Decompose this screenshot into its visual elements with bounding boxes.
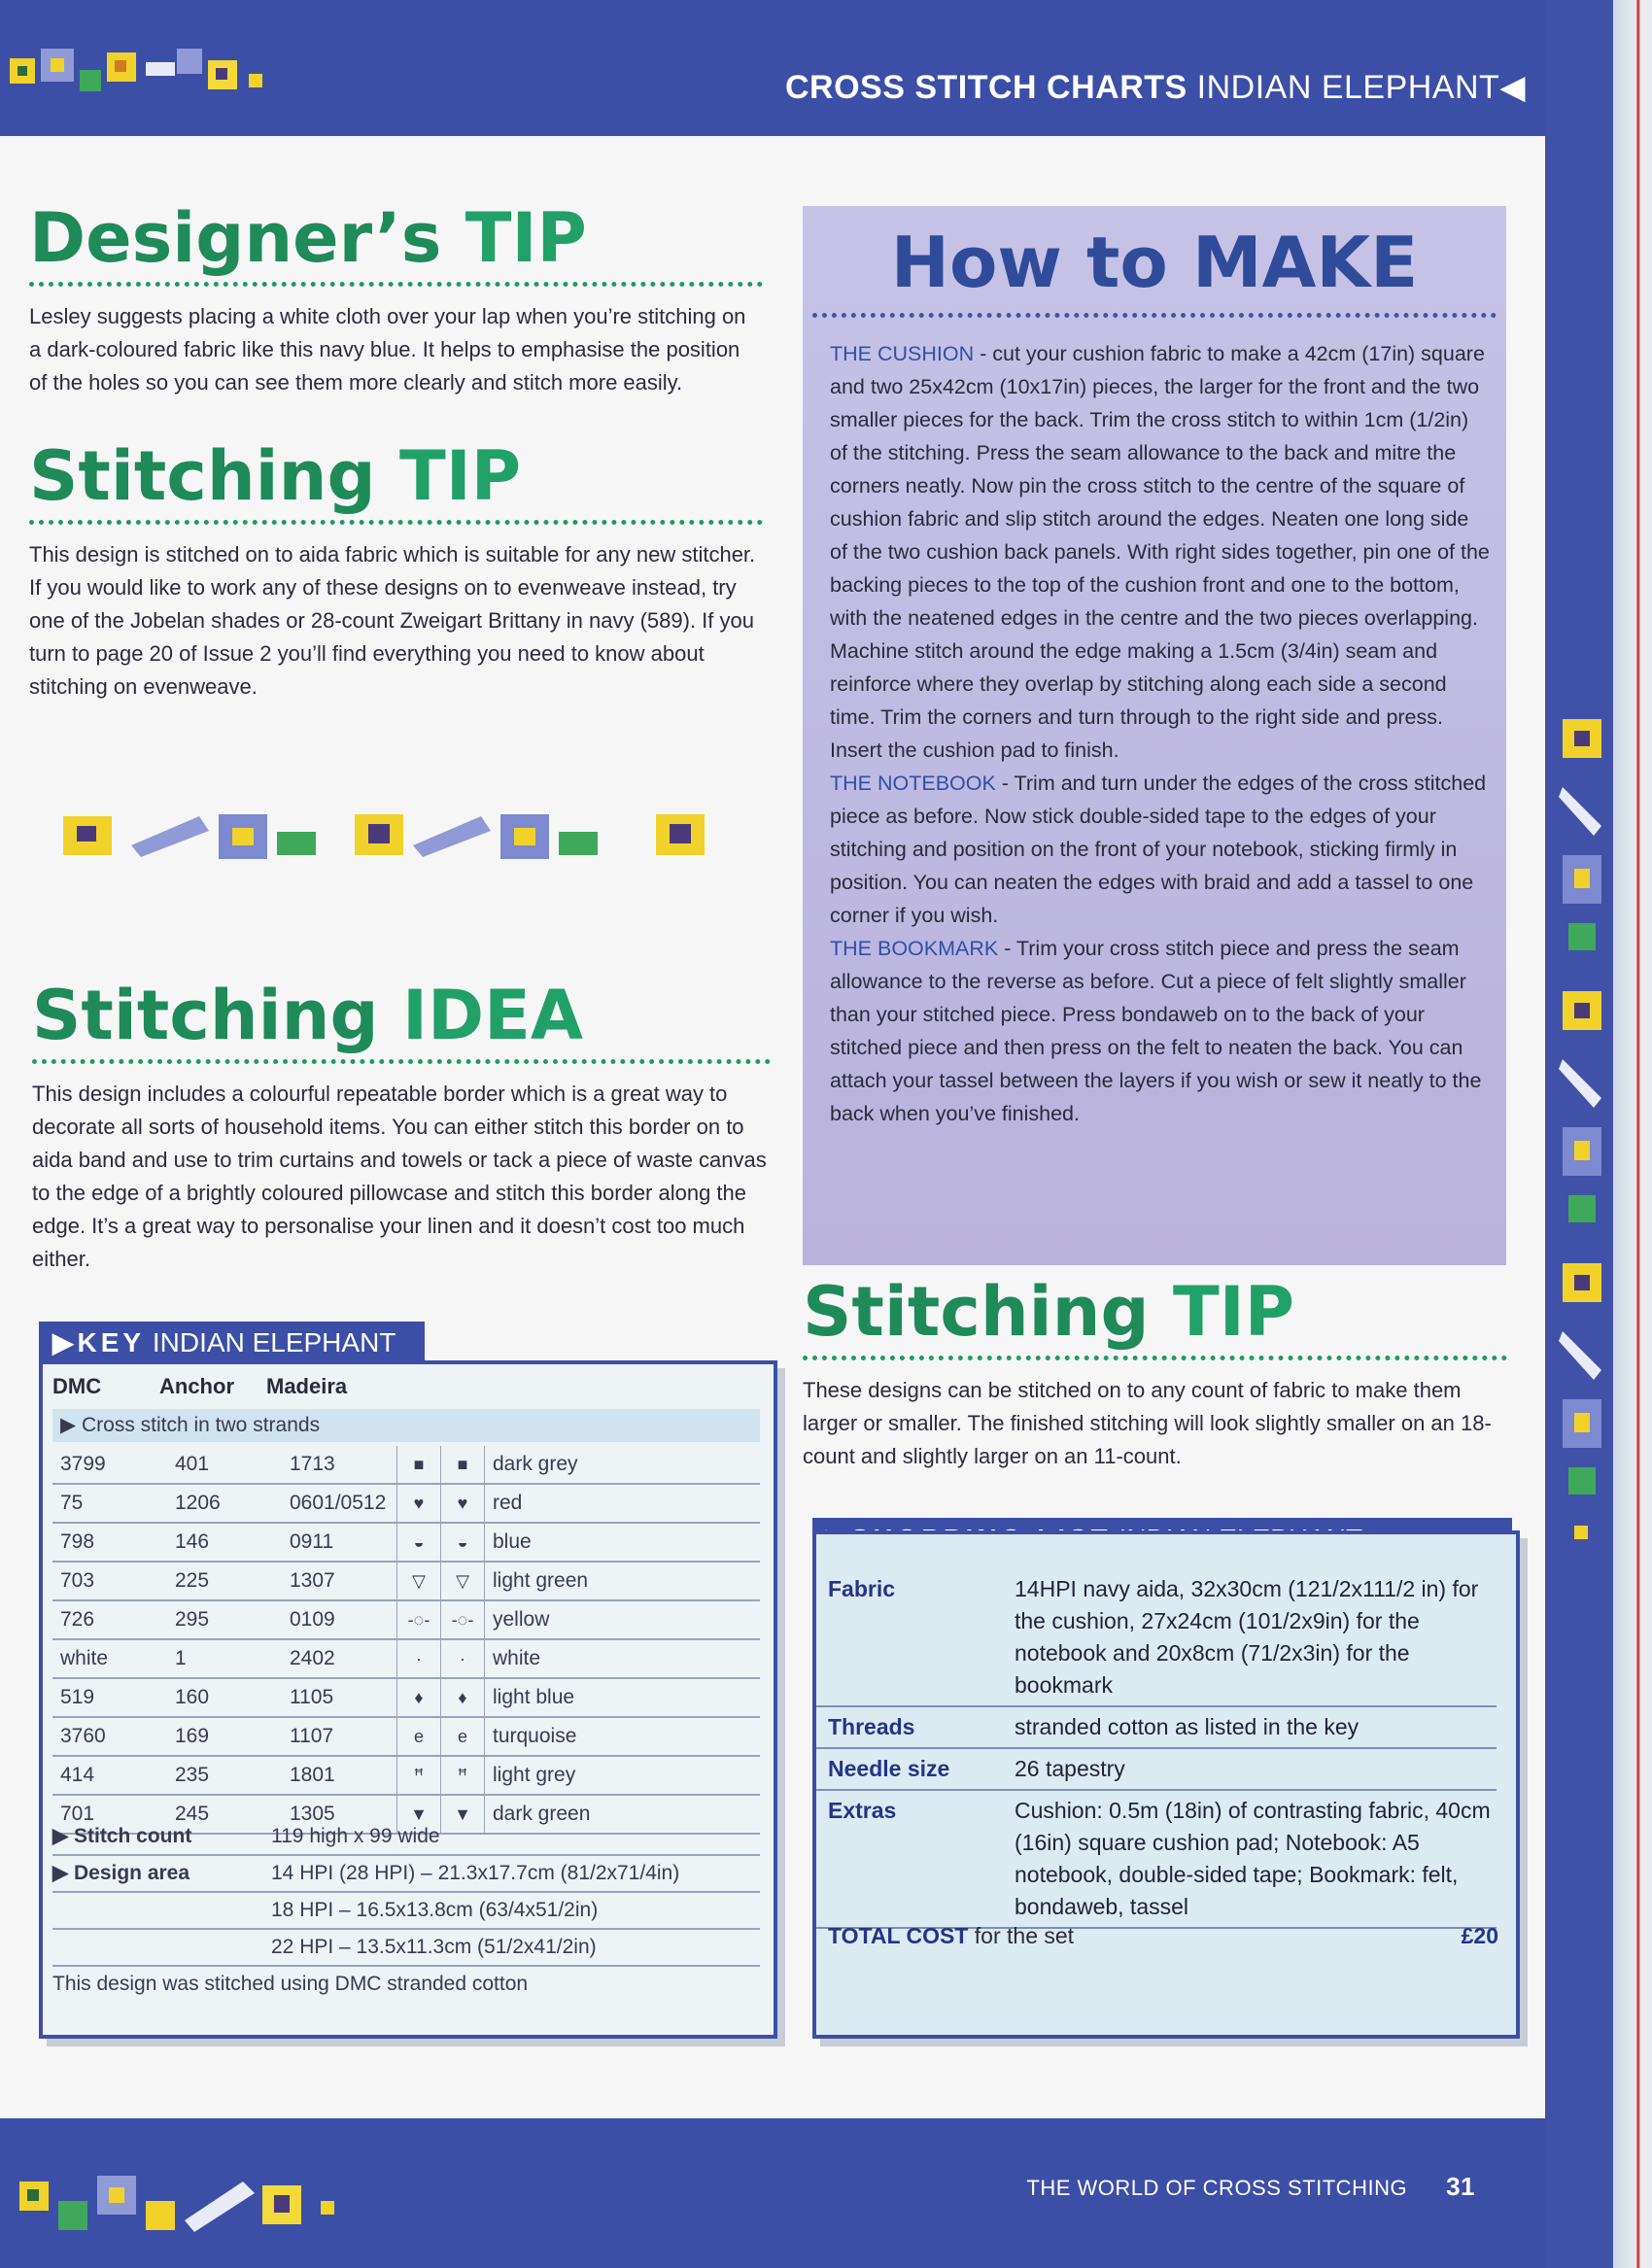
dotted-divider	[29, 282, 763, 287]
designers-tip-title	[29, 198, 763, 278]
notebook-lead: THE NOTEBOOK	[830, 772, 996, 795]
cushion-text: - cut your cushion fabric to make a 42cm (17in) square and two 25x42cm (10x17in) pieces, the larger for the front and the two smaller pieces for the back. Trim the cross stitch to within 1cm (1/2in) of the stitching. Press the seam allowance to the back and mitre the corners neatly. Now pin the cross stitch to the centre of the square of cushion fabric and slip stitch around the edges. Neaten one long side of the two cushion back panels. With right sides together, pin one of the backing pieces to the top of the cushion front and one to the bottom, with the neatened edges in the centre and the two pieces overlapping. Machine stitch around the edge making a 1.5cm (3/4in) seam and reinforce where they overlap by stitching along each side a second time. Trim the corners and turn through to the right side and press. Insert the cushion pad to finish.	[830, 342, 1490, 762]
footer-magazine: THE WORLD OF CROSS STITCHING	[1026, 2176, 1408, 2200]
key-dmc-cell: 414	[52, 1756, 167, 1795]
shopping-row-needle	[816, 1748, 1497, 1790]
key-dmc-cell: 798	[52, 1523, 167, 1562]
title-part: TIP	[398, 436, 522, 516]
key-symbol-cell: ▽	[441, 1562, 485, 1600]
stitching-tip-1-title	[29, 436, 763, 516]
key-row	[52, 1678, 760, 1717]
key-symbol-cell: -◌-	[441, 1600, 485, 1639]
key-anchor-cell: 1	[167, 1639, 282, 1678]
fabric-label: Fabric	[816, 1569, 1003, 1706]
key-row	[52, 1446, 760, 1484]
shopping-table	[816, 1569, 1497, 1929]
key-symbol-cell: ♥	[441, 1484, 485, 1523]
key-anchor-cell: 225	[167, 1562, 282, 1600]
design-area-row	[52, 1856, 760, 1967]
key-madeira-cell: 0109	[282, 1600, 397, 1639]
key-color-name-cell: turquoise	[485, 1717, 761, 1756]
key-color-name-cell: light green	[485, 1562, 761, 1600]
key-dmc-cell: 726	[52, 1600, 167, 1639]
bookmark-lead: THE BOOKMARK	[830, 937, 999, 960]
key-color-name-cell: light blue	[485, 1678, 761, 1717]
stitching-tip-1	[29, 436, 763, 704]
key-note: This design was stitched using DMC stranded cotton	[52, 1973, 529, 1995]
title-part: IDEA	[401, 976, 584, 1055]
total-cost-row	[828, 1923, 1498, 1949]
key-symbol-cell: e	[441, 1717, 485, 1756]
design-area-value: 22 HPI – 13.5x11.3cm (51/2x41/2in)	[52, 1930, 760, 1967]
header-title	[785, 68, 1526, 107]
designers-tip	[29, 198, 763, 399]
key-row	[52, 1523, 760, 1562]
dotted-divider	[32, 1059, 771, 1064]
key-row	[52, 1756, 760, 1795]
floral-border-ornament-middle	[44, 797, 743, 875]
header-subject: INDIAN ELEPHANT	[1196, 69, 1500, 106]
bookmark-text: - Trim your cross stitch piece and press the seam allowance to the reverse as before. Cut a piece of felt slightly smaller than your stitched piece. Press bondaweb on to the back of your stitched piece and then press on the felt to neaten the back. You can attach your tassel between the layers if you wish or sew it neatly to the back when you’ve finished.	[830, 937, 1482, 1125]
dotted-divider	[803, 1356, 1507, 1360]
key-symbol-cell: ꟸ	[397, 1756, 441, 1795]
key-symbol-cell: ▼	[397, 1795, 441, 1834]
page-number: 31	[1446, 2172, 1475, 2201]
notebook-instructions	[830, 767, 1491, 932]
header-anchor: Anchor	[159, 1374, 234, 1398]
key-row	[52, 1600, 760, 1639]
key-anchor-cell: 146	[167, 1523, 282, 1562]
key-dmc-cell: 703	[52, 1562, 167, 1600]
title-part: TIP	[465, 198, 587, 278]
key-dmc-cell: 519	[52, 1678, 167, 1717]
shopping-row-fabric	[816, 1569, 1497, 1706]
key-symbol-cell: ♦	[397, 1678, 441, 1717]
key-tab	[39, 1322, 425, 1364]
stitching-idea-title	[32, 976, 771, 1055]
key-color-name-cell: white	[485, 1639, 761, 1678]
key-anchor-cell: 295	[167, 1600, 282, 1639]
key-headers	[52, 1374, 347, 1399]
fabric-value: 14HPI navy aida, 32x30cm (121/2x111/2 in) for the cushion, 27x24cm (101/2x9in) for the notebook and 20x8cm (71/2x3in) for the bookmark	[1003, 1569, 1497, 1706]
shopping-row-threads	[816, 1706, 1497, 1748]
key-madeira-cell: 2402	[282, 1639, 397, 1678]
key-madeira-cell: 1107	[282, 1717, 397, 1756]
how-to-make-panel	[803, 206, 1506, 1265]
key-madeira-cell: 1713	[282, 1446, 397, 1484]
total-cost-value: £20	[1461, 1923, 1498, 1948]
total-cost-for: for the set	[974, 1923, 1075, 1948]
key-dmc-cell: 3799	[52, 1446, 167, 1484]
key-subhead: ▶ Cross stitch in two strands	[52, 1409, 760, 1442]
stitch-count-value: 119 high x 99 wide	[271, 1825, 440, 1847]
header-madeira: Madeira	[266, 1374, 348, 1398]
key-symbol-cell: ꟸ	[441, 1756, 485, 1795]
key-madeira-cell: 0601/0512	[282, 1484, 397, 1523]
key-dmc-cell: 3760	[52, 1717, 167, 1756]
needle-label: Needle size	[816, 1748, 1003, 1790]
key-row	[52, 1639, 760, 1678]
key-symbol-cell: ◒	[441, 1523, 485, 1562]
key-box	[39, 1360, 777, 2039]
key-row	[52, 1562, 760, 1600]
stitching-idea-text: This design includes a colourful repeatable border which is a great way to decorate all sorts of household items. You can either stitch this border on to aida band and use to trim curtains and towels or tack a piece of waste canvas to the edge of a brightly coloured pillowcase and stitch this border along the edge. It’s a great way to personalise your linen and it doesn’t cost too much either.	[32, 1082, 767, 1271]
how-to-make-title: How to MAKE	[890, 222, 1419, 303]
total-cost-label: TOTAL COST	[828, 1923, 969, 1948]
key-anchor-cell: 245	[167, 1795, 282, 1834]
key-symbol-cell: ♥	[397, 1484, 441, 1523]
threads-value: stranded cotton as listed in the key	[1003, 1706, 1497, 1748]
shopping-row-extras	[816, 1790, 1497, 1928]
key-madeira-cell: 1305	[282, 1795, 397, 1834]
key-madeira-cell: 1105	[282, 1678, 397, 1717]
header-arrow-icon: ◀	[1499, 69, 1526, 106]
key-color-name-cell: yellow	[485, 1600, 761, 1639]
title-part: Stitching	[32, 976, 402, 1055]
notebook-text: - Trim and turn under the edges of the cross stitched piece as before. Now stick double-sided tape to the edges of your stitching and position on the front of your notebook, sticking firmly in position. You can neaten the edges with braid and add a tassel to one corner if you wish.	[830, 772, 1487, 927]
threads-label: Threads	[816, 1706, 1003, 1748]
key-symbol-cell: ■	[441, 1446, 485, 1484]
floral-border-ornament-bottom	[0, 2162, 389, 2259]
bookmark-instructions	[830, 932, 1491, 1130]
key-color-name-cell: light grey	[485, 1756, 761, 1795]
key-symbol-cell: e	[397, 1717, 441, 1756]
key-row	[52, 1484, 760, 1523]
stitching-tip-2-text: These designs can be stitched on to any count of fabric to make them larger or smaller. The finished stitching will look slightly smaller on an 18-count and slightly larger on an 11-count.	[803, 1378, 1492, 1468]
dotted-divider	[812, 313, 1497, 318]
key-symbol-cell: ◒	[397, 1523, 441, 1562]
footer	[1026, 2172, 1475, 2202]
key-symbol-cell: ·	[441, 1639, 485, 1678]
key-table	[52, 1446, 760, 1835]
key-anchor-cell: 1206	[167, 1484, 282, 1523]
stitching-idea	[32, 976, 771, 1276]
key-anchor-cell: 401	[167, 1446, 282, 1484]
key-anchor-cell: 169	[167, 1717, 282, 1756]
page-edge	[1613, 0, 1652, 2268]
key-anchor-cell: 235	[167, 1756, 282, 1795]
key-symbol-cell: ♦	[441, 1678, 485, 1717]
title-part: TIP	[1172, 1272, 1295, 1352]
key-color-name-cell: red	[485, 1484, 761, 1523]
header-section: CROSS STITCH CHARTS	[784, 69, 1187, 106]
designers-tip-text: Lesley suggests placing a white cloth over your lap when you’re stitching on a dark-coloured fabric like this navy blue. It helps to emphasise the position of the holes so you can see them more clearly and stitch more easily.	[29, 304, 746, 395]
key-tab-bold: ▶KEY	[52, 1327, 146, 1357]
key-madeira-cell: 0911	[282, 1523, 397, 1562]
key-symbol-cell: ▽	[397, 1562, 441, 1600]
stitch-count-label: ▶ Stitch count	[52, 1825, 192, 1847]
key-dmc-cell: white	[52, 1639, 167, 1678]
header-dmc: DMC	[52, 1374, 102, 1398]
title-part: Stitching	[29, 436, 399, 516]
key-row	[52, 1717, 760, 1756]
title-part: Stitching	[803, 1272, 1173, 1352]
dotted-divider	[29, 520, 763, 525]
key-madeira-cell: 1307	[282, 1562, 397, 1600]
title-part: Designer’s	[29, 198, 465, 278]
stitch-count-row	[52, 1819, 760, 1856]
key-symbol-cell: ■	[397, 1446, 441, 1484]
key-color-name-cell: dark grey	[485, 1446, 761, 1484]
key-color-name-cell: blue	[485, 1523, 761, 1562]
key-symbol-cell: ·	[397, 1639, 441, 1678]
key-dmc-cell: 75	[52, 1484, 167, 1523]
key-symbol-cell: -◌-	[397, 1600, 441, 1639]
key-symbol-cell: ▼	[441, 1795, 485, 1834]
extras-label: Extras	[816, 1790, 1003, 1928]
stitching-tip-2	[803, 1272, 1507, 1473]
key-madeira-cell: 1801	[282, 1756, 397, 1795]
cushion-instructions	[830, 337, 1491, 767]
stitching-tip-2-title	[803, 1272, 1507, 1352]
floral-border-ornament-top	[0, 19, 379, 126]
floral-border-ornament-right	[1555, 700, 1609, 1555]
needle-value: 26 tapestry	[1003, 1748, 1497, 1790]
design-area-value: 18 HPI – 16.5x13.8cm (63/4x51/2in)	[52, 1893, 760, 1930]
stitching-tip-1-text: This design is stitched on to aida fabric which is suitable for any new stitcher. If you would like to work any of these designs on to evenweave instead, try one of the Jobelan shades or 28-count Zweigart Brittany in navy (589). If you turn to page 20 of Issue 2 you’ll find everything you need to know about stitching on evenweave.	[29, 542, 756, 699]
key-anchor-cell: 160	[167, 1678, 282, 1717]
cushion-lead: THE CUSHION	[830, 342, 975, 365]
extras-value: Cushion: 0.5m (18in) of contrasting fabric, 40cm (16in) square cushion pad; Notebook: A5 notebook, double-sided tape; Bookmark: felt, bondaweb, tassel	[1003, 1790, 1497, 1928]
key-color-name-cell: dark green	[485, 1795, 761, 1834]
shopping-list-box	[812, 1530, 1520, 2039]
design-area-value: 14 HPI (28 HPI) – 21.3x17.7cm (81/2x71/4in)	[271, 1862, 680, 1884]
design-area-label: ▶ Design area	[52, 1862, 190, 1884]
key-tab-rest: INDIAN ELEPHANT	[152, 1327, 396, 1357]
key-dmc-cell: 701	[52, 1795, 167, 1834]
